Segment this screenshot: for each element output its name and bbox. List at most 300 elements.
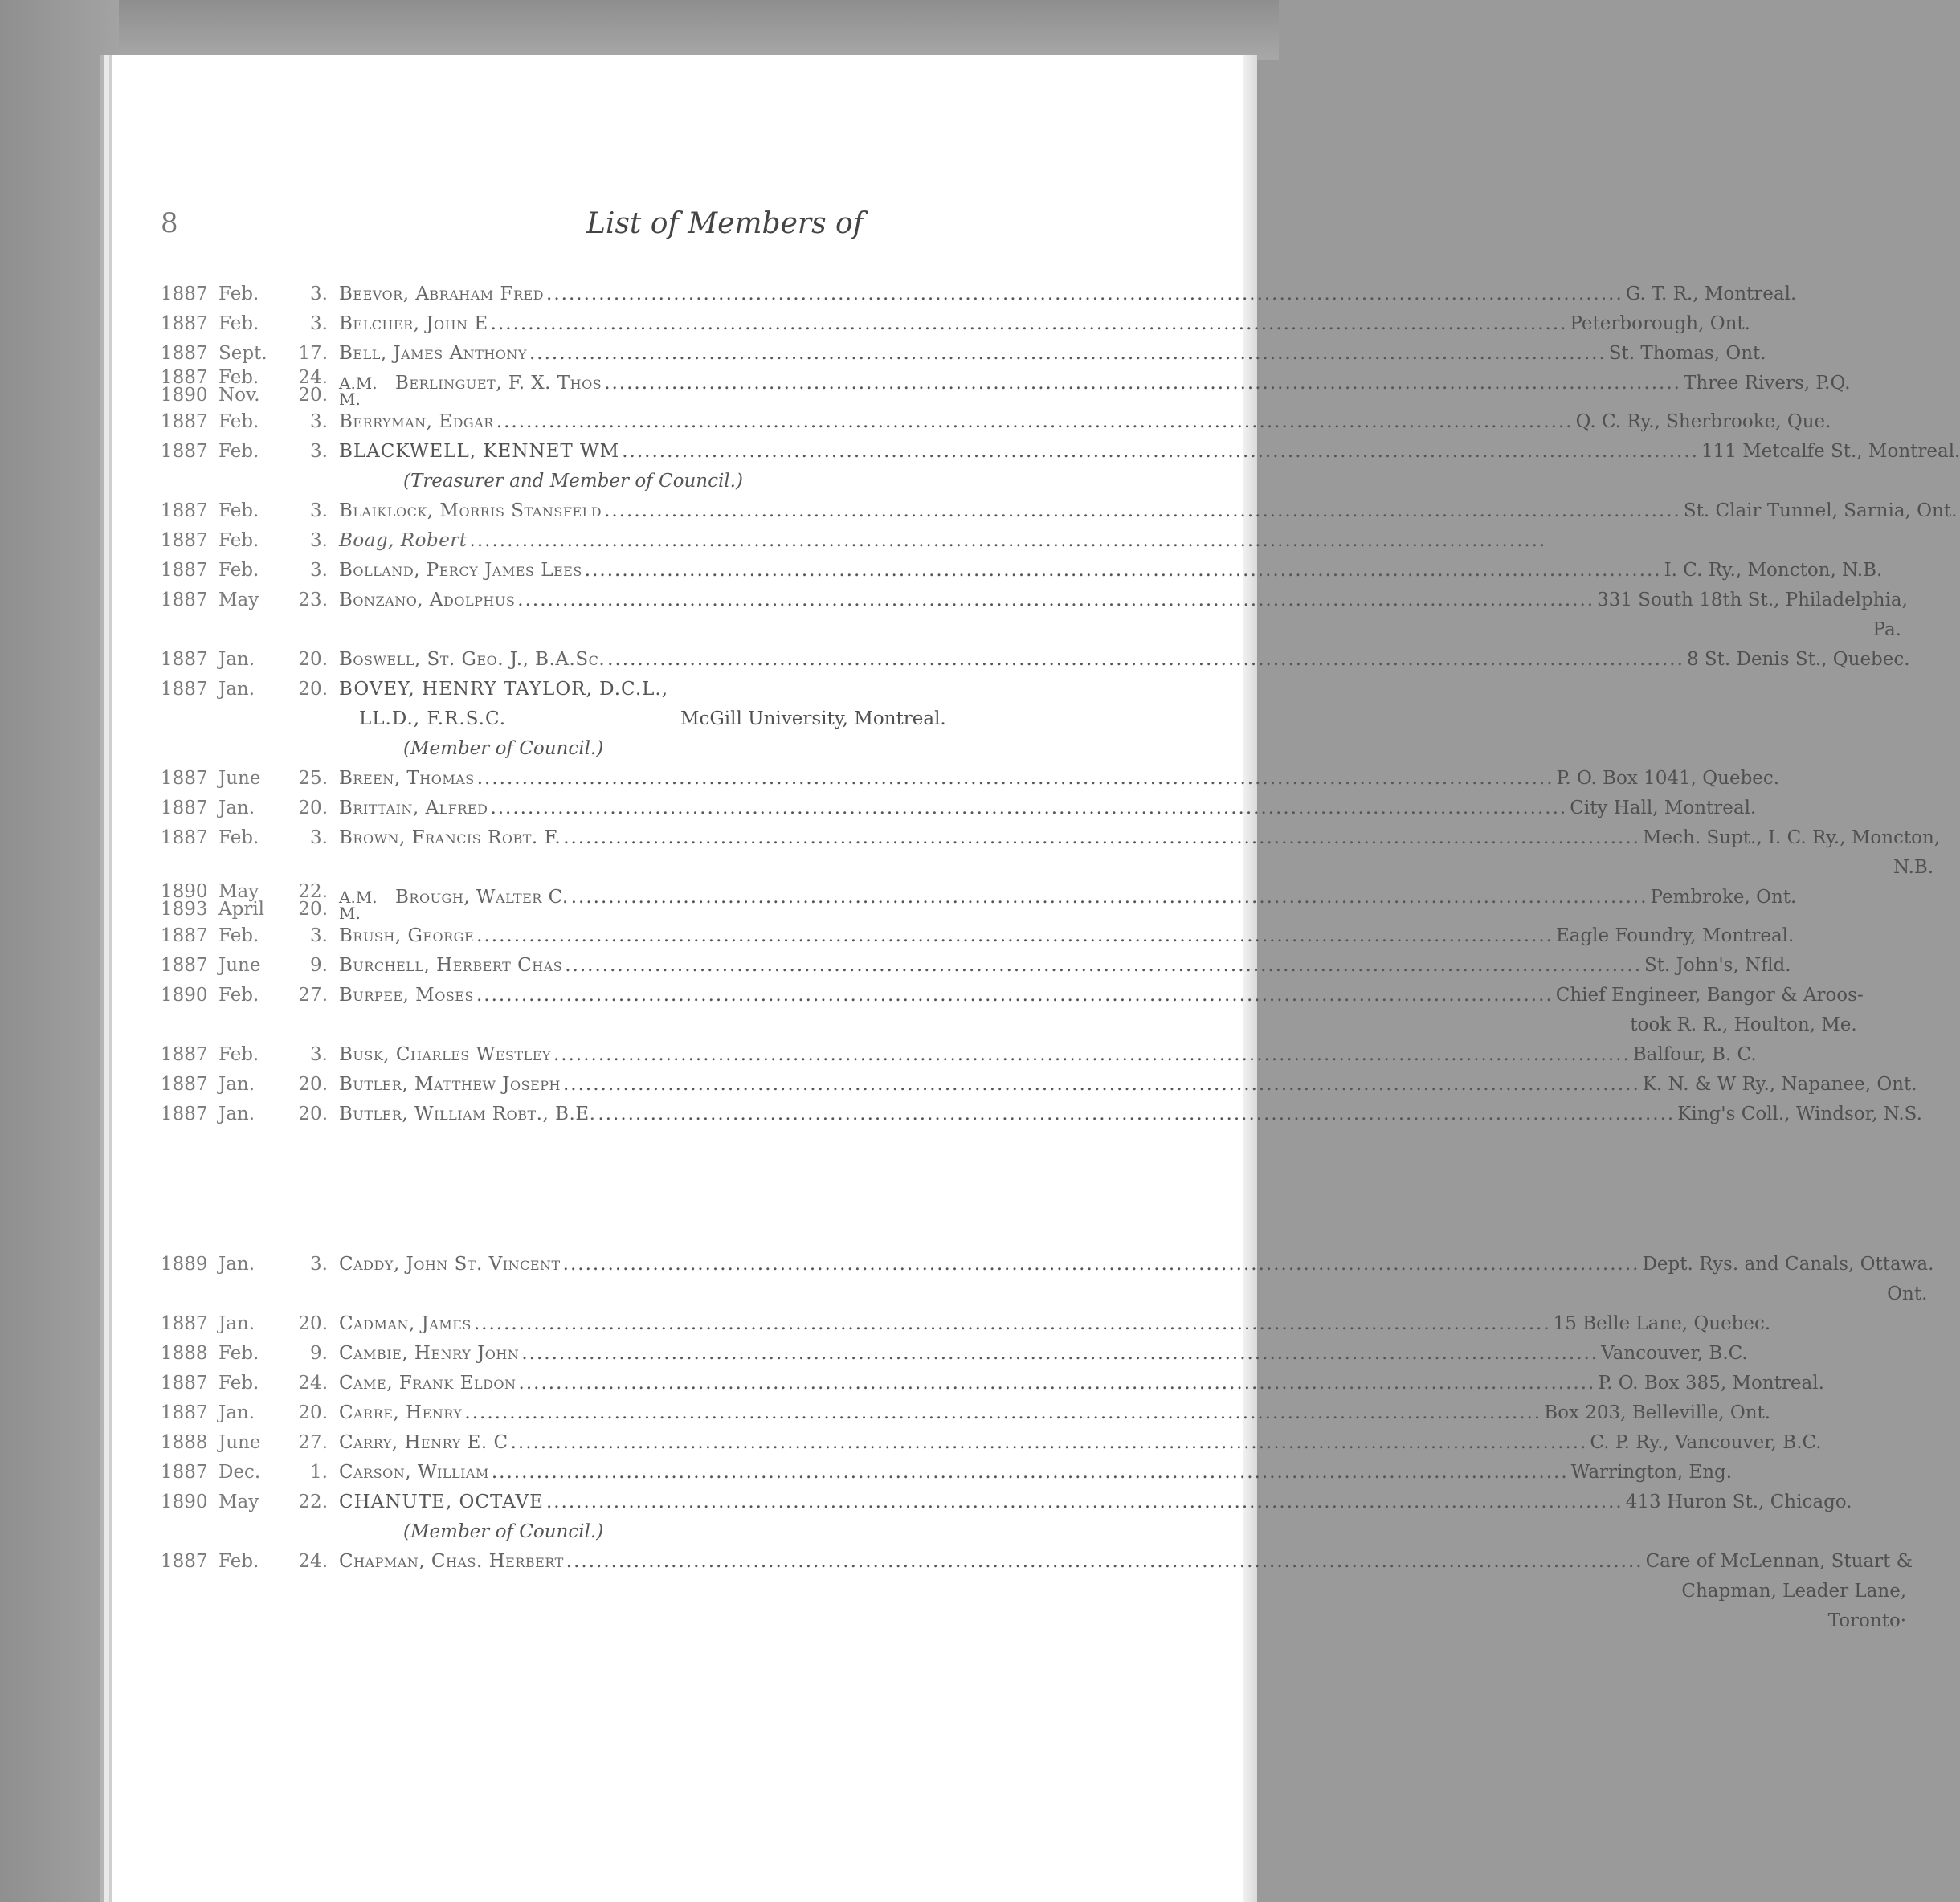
leader-dots <box>585 556 1662 586</box>
admission-month: Feb. <box>218 827 259 848</box>
entry-body <box>339 1398 1770 1428</box>
entry-second-line <box>339 704 1125 734</box>
member-address: K. N. & W Ry., Napanee, Ont. <box>1642 1074 1917 1095</box>
entry-body <box>339 794 1756 823</box>
transfer-month: April <box>218 899 265 920</box>
member-name: Berryman, Edgar <box>339 411 494 432</box>
day-cell <box>296 526 339 556</box>
page-content <box>161 207 1960 1636</box>
month-cell <box>218 1339 296 1369</box>
day-cell <box>296 1309 339 1339</box>
admission-year: 1887 <box>161 313 208 334</box>
scan-background-top <box>0 0 1279 60</box>
entry-body <box>339 764 1779 794</box>
admission-month: Feb. <box>218 313 259 334</box>
member-entry <box>161 1398 1771 1428</box>
entry-main-line <box>339 823 1940 853</box>
member-entry <box>161 1309 1771 1339</box>
entry-body <box>339 556 1882 586</box>
leader-dots <box>566 1547 1644 1577</box>
month-cell <box>218 437 296 496</box>
member-address: Pembroke, Ont. <box>1650 887 1797 908</box>
admission-month: Sept. <box>218 343 267 364</box>
admission-year: 1887 <box>161 1402 208 1423</box>
admission-day: 20. <box>298 649 328 670</box>
month-cell <box>218 309 296 339</box>
admission-year: 1887 <box>161 1104 208 1124</box>
admission-year: 1887 <box>161 500 208 521</box>
day-cell <box>296 1100 339 1129</box>
month-cell <box>218 675 296 764</box>
scan-background-left <box>0 0 119 1902</box>
entry-body <box>339 1428 1822 1458</box>
member-entry <box>161 1428 1822 1458</box>
admission-day: 23. <box>298 590 328 610</box>
member-name: Butler, William Robt., B.E. <box>339 1104 596 1124</box>
grade-member: M. <box>339 390 361 409</box>
admission-month: June <box>218 1432 261 1453</box>
admission-month: Dec. <box>218 1462 261 1483</box>
admission-year: 1887 <box>161 560 208 581</box>
entry-main-line <box>339 1428 1822 1458</box>
day-cell <box>296 951 339 981</box>
member-name: BLACKWELL, KENNET WM <box>339 441 620 462</box>
admission-month: Feb. <box>218 284 259 304</box>
member-name: Cambie, Henry John <box>339 1343 520 1364</box>
leader-dots <box>519 1369 1596 1398</box>
admission-month: Feb. <box>218 500 259 521</box>
admission-day: 3. <box>310 530 328 551</box>
day-cell <box>296 764 339 794</box>
member-name: Carre, Henry <box>339 1402 463 1423</box>
month-cell <box>218 1398 296 1428</box>
entry-main-line <box>339 1547 1913 1577</box>
year-cell <box>161 407 218 437</box>
member-address: G. T. R., Montreal. <box>1625 284 1797 304</box>
day-cell <box>296 1458 339 1488</box>
entry-body <box>339 1100 1922 1129</box>
month-cell <box>218 1369 296 1398</box>
leader-dots <box>563 1070 1640 1100</box>
entry-body <box>339 921 1794 951</box>
year-cell <box>161 280 218 309</box>
leader-dots <box>517 586 1595 615</box>
admission-day: 3. <box>310 1254 328 1275</box>
year-cell <box>161 339 218 369</box>
day-cell <box>296 1398 339 1428</box>
member-entry <box>161 496 1958 526</box>
member-entry <box>161 1369 1824 1398</box>
admission-year: 1889 <box>161 1254 208 1275</box>
admission-year: 1887 <box>161 768 208 789</box>
member-entry <box>161 1100 1922 1129</box>
day-cell <box>296 496 339 526</box>
member-entry <box>161 1488 1852 1547</box>
day-cell <box>296 556 339 586</box>
member-address: C. P. Ry., Vancouver, B.C. <box>1590 1432 1822 1453</box>
leader-dots <box>477 764 1554 794</box>
admission-day: 3. <box>310 827 328 848</box>
member-name: Brush, George <box>339 925 475 946</box>
member-entry <box>161 437 1960 496</box>
month-cell <box>218 645 296 675</box>
admission-year: 1887 <box>161 1074 208 1095</box>
month-cell <box>218 1100 296 1129</box>
member-entry <box>161 981 1864 1040</box>
entry-main-line <box>339 437 1960 467</box>
section-gap <box>161 1129 1125 1250</box>
member-address: 413 Huron St., Chicago. <box>1625 1492 1852 1512</box>
member-address: St. John's, Nfld. <box>1644 955 1791 976</box>
admission-month: Jan. <box>218 1313 255 1334</box>
day-cell <box>296 309 339 339</box>
member-address: Q. C. Ry., Sherbrooke, Que. <box>1575 411 1831 432</box>
entry-body <box>339 1070 1917 1100</box>
address-continued: Ont. <box>1887 1284 1928 1304</box>
entry-main-line <box>339 280 1796 309</box>
member-name: Boag, Robert <box>339 530 468 551</box>
member-entry <box>161 339 1766 369</box>
admission-day: 27. <box>298 1432 328 1453</box>
leader-dots <box>529 339 1607 369</box>
member-name: Butler, Matthew Joseph <box>339 1074 561 1095</box>
entry-main-line <box>339 1040 1757 1070</box>
member-entry <box>161 407 1831 437</box>
admission-month: Feb. <box>218 411 259 432</box>
entry-main-line <box>339 1488 1852 1517</box>
year-cell <box>161 675 218 764</box>
member-entry <box>161 1040 1757 1070</box>
address-continued: N.B. <box>1893 857 1934 878</box>
admission-year: 1888 <box>161 1432 208 1453</box>
month-cell <box>218 794 296 823</box>
admission-day: 3. <box>310 500 328 521</box>
entry-body <box>339 526 1549 556</box>
admission-day: 24. <box>298 367 328 388</box>
leader-dots <box>492 1458 1569 1488</box>
month-cell <box>218 1428 296 1458</box>
year-cell <box>161 1070 218 1100</box>
member-address: Peterborough, Ont. <box>1570 313 1750 334</box>
member-entry <box>161 1458 1733 1488</box>
admission-year: 1887 <box>161 1313 208 1334</box>
membership-grade <box>339 375 395 407</box>
member-list-b <box>161 280 1960 1129</box>
entry-main-line <box>339 1070 1917 1100</box>
admission-day: 20. <box>298 679 328 700</box>
entry-body <box>339 645 1910 675</box>
council-note: (Treasurer and Member of Council.) <box>403 471 743 492</box>
entry-main-line <box>339 309 1750 339</box>
admission-year: 1887 <box>161 343 208 364</box>
leader-dots <box>476 981 1554 1010</box>
admission-day: 20. <box>298 798 328 818</box>
transfer-year: 1890 <box>161 385 208 406</box>
admission-year: 1887 <box>161 590 208 610</box>
year-cell <box>161 1309 218 1339</box>
member-address: P. O. Box 1041, Quebec. <box>1556 768 1780 789</box>
member-entry <box>161 951 1791 981</box>
month-cell <box>218 556 296 586</box>
leader-dots <box>511 1428 1588 1458</box>
member-entry <box>161 280 1797 309</box>
member-address: Three Rivers, P.Q. <box>1683 373 1851 394</box>
admission-day: 3. <box>310 1044 328 1065</box>
admission-year: 1887 <box>161 1551 208 1572</box>
council-note: (Member of Council.) <box>403 1521 604 1542</box>
address-continued: Pa. <box>1872 619 1901 640</box>
entry-body <box>339 1488 1852 1547</box>
leader-dots <box>490 794 1567 823</box>
year-cell <box>161 645 218 675</box>
leader-dots <box>476 921 1554 951</box>
admission-day: 24. <box>298 1551 328 1572</box>
admission-day: 1. <box>310 1462 328 1483</box>
member-name: Boswell, St. Geo. J., B.A.Sc. <box>339 649 606 670</box>
day-cell <box>296 407 339 437</box>
member-entry <box>161 1070 1917 1100</box>
admission-day: 9. <box>310 1343 328 1364</box>
member-entry <box>161 881 1797 923</box>
member-name: Bolland, Percy James Lees <box>339 560 582 581</box>
member-name: Carry, Henry E. C <box>339 1432 508 1453</box>
leader-dots <box>604 496 1681 526</box>
admission-month: June <box>218 955 261 976</box>
day-cell <box>296 794 339 823</box>
entry-main-line <box>339 1100 1922 1129</box>
year-cell <box>161 1369 218 1398</box>
entry-main-line <box>339 675 1125 704</box>
admission-month: Feb. <box>218 367 259 388</box>
entry-body <box>339 1339 1748 1369</box>
year-cell <box>161 1250 218 1309</box>
admission-month: Feb. <box>218 1373 259 1394</box>
year-cell <box>161 556 218 586</box>
entry-main-line <box>339 526 1549 556</box>
admission-month: Jan. <box>218 1104 255 1124</box>
member-address: Dept. Rys. and Canals, Ottawa. <box>1642 1254 1934 1275</box>
leader-dots <box>622 437 1699 467</box>
entry-body <box>339 1040 1757 1070</box>
member-entry <box>161 1547 1913 1636</box>
year-cell <box>161 1428 218 1458</box>
month-cell <box>218 1040 296 1070</box>
month-cell <box>218 764 296 794</box>
address-continued: Toronto· <box>1827 1610 1907 1631</box>
admission-year: 1887 <box>161 827 208 848</box>
admission-month: Jan. <box>218 798 255 818</box>
day-cell <box>296 1369 339 1398</box>
admission-day: 22. <box>298 881 328 902</box>
leader-dots <box>565 951 1642 981</box>
running-title: List of Members of <box>586 207 864 240</box>
admission-day: 24. <box>298 1373 328 1394</box>
member-name: Chapman, Chas. Herbert <box>339 1551 564 1572</box>
admission-year: 1887 <box>161 441 208 462</box>
entry-body <box>339 883 1796 921</box>
year-cell <box>161 369 218 407</box>
member-list-c <box>161 1250 1934 1636</box>
member-address: St. Thomas, Ont. <box>1608 343 1766 364</box>
entry-main-line <box>339 951 1791 981</box>
year-cell <box>161 1488 218 1547</box>
admission-day: 3. <box>310 284 328 304</box>
member-entry <box>161 367 1851 409</box>
membership-grade <box>339 889 395 921</box>
leader-dots <box>470 526 1547 556</box>
admission-month: Jan. <box>218 1074 255 1095</box>
member-address: 15 Belle Lane, Quebec. <box>1553 1313 1771 1334</box>
day-cell <box>296 675 339 764</box>
day-cell <box>296 1488 339 1547</box>
admission-day: 17. <box>298 343 328 364</box>
admission-month: Feb. <box>218 1343 259 1364</box>
admission-year: 1887 <box>161 284 208 304</box>
admission-day: 3. <box>310 411 328 432</box>
member-name: Busk, Charles Westley <box>339 1044 551 1065</box>
year-cell <box>161 1398 218 1428</box>
entry-main-line <box>339 1458 1732 1488</box>
admission-year: 1887 <box>161 1373 208 1394</box>
transfer-month: Nov. <box>218 385 260 406</box>
day-cell <box>296 369 339 407</box>
day-cell <box>296 823 339 883</box>
day-cell <box>296 883 339 921</box>
month-cell <box>218 823 296 883</box>
admission-day: 3. <box>310 560 328 581</box>
admission-day: 9. <box>310 955 328 976</box>
admission-month: Feb. <box>218 925 259 946</box>
entry-body <box>339 407 1831 437</box>
entry-main-line <box>339 407 1831 437</box>
month-cell <box>218 1488 296 1547</box>
admission-month: Feb. <box>218 985 259 1006</box>
admission-month: Feb. <box>218 1044 259 1065</box>
year-cell <box>161 437 218 496</box>
member-entry <box>161 586 1908 645</box>
entry-body <box>339 586 1908 645</box>
grade-associate: A.M. <box>339 888 378 907</box>
member-name: Beevor, Abraham Fred <box>339 284 545 304</box>
admission-day: 20. <box>298 1313 328 1334</box>
day-cell <box>296 1040 339 1070</box>
entry-body <box>339 951 1791 981</box>
entry-main-line <box>339 645 1910 675</box>
entry-body <box>339 437 1960 496</box>
member-name: Breen, Thomas <box>339 768 475 789</box>
year-cell <box>161 1547 218 1636</box>
month-cell <box>218 1250 296 1309</box>
admission-month: Feb. <box>218 560 259 581</box>
member-address: P. O. Box 385, Montreal. <box>1598 1373 1824 1394</box>
entry-main-line <box>339 1369 1824 1398</box>
month-cell <box>218 1547 296 1636</box>
year-cell <box>161 586 218 645</box>
entry-body <box>339 496 1957 526</box>
admission-year: 1887 <box>161 925 208 946</box>
month-cell <box>218 1458 296 1488</box>
day-cell <box>296 339 339 369</box>
member-name: Bell, James Anthony <box>339 343 527 364</box>
year-cell <box>161 823 218 883</box>
grade-associate: A.M. <box>339 373 378 393</box>
admission-month: June <box>218 768 261 789</box>
member-name: Burpee, Moses <box>339 985 474 1006</box>
entry-main-line <box>339 1309 1770 1339</box>
member-name: BOVEY, HENRY TAYLOR, D.C.L., <box>339 679 669 700</box>
year-cell <box>161 496 218 526</box>
admission-year: 1887 <box>161 798 208 818</box>
member-entry <box>161 794 1757 823</box>
member-address: Eagle Foundry, Montreal. <box>1555 925 1795 946</box>
month-cell <box>218 496 296 526</box>
member-name-continued: LL.D., F.R.S.C. <box>359 708 507 729</box>
year-cell <box>161 794 218 823</box>
year-cell <box>161 526 218 556</box>
leader-dots <box>553 1040 1631 1070</box>
admission-year: 1890 <box>161 881 208 902</box>
entry-main-line <box>339 556 1882 586</box>
day-cell <box>296 645 339 675</box>
leader-dots <box>546 280 1623 309</box>
leader-dots <box>464 1398 1541 1428</box>
admission-day: 20. <box>298 1402 328 1423</box>
member-name: Brittain, Alfred <box>339 798 488 818</box>
page-header <box>161 207 1125 280</box>
admission-month: May <box>218 1492 259 1512</box>
day-cell <box>296 586 339 645</box>
leader-dots <box>521 1339 1599 1369</box>
leader-dots <box>607 645 1684 675</box>
year-cell <box>161 309 218 339</box>
member-address: 111 Metcalfe St., Montreal. <box>1701 441 1960 462</box>
month-cell <box>218 981 296 1040</box>
leader-dots <box>546 1488 1623 1517</box>
admission-day: 22. <box>298 1492 328 1512</box>
admission-year: 1887 <box>161 367 208 388</box>
entry-body <box>339 1250 1933 1309</box>
member-entry <box>161 675 1125 764</box>
entry-body <box>339 1547 1913 1636</box>
leader-dots <box>474 1309 1551 1339</box>
member-address: Warrington, Eng. <box>1570 1462 1733 1483</box>
member-address: Box 203, Belleville, Ont. <box>1544 1402 1771 1423</box>
transfer-day: 20. <box>298 385 328 406</box>
month-cell <box>218 883 296 921</box>
entry-main-line <box>339 794 1756 823</box>
admission-year: 1890 <box>161 1492 208 1512</box>
year-cell <box>161 1339 218 1369</box>
entry-main-line <box>339 369 1851 407</box>
admission-year: 1887 <box>161 955 208 976</box>
entry-body <box>339 309 1750 339</box>
admission-day: 3. <box>310 925 328 946</box>
admission-year: 1887 <box>161 411 208 432</box>
year-cell <box>161 1040 218 1070</box>
entry-body <box>339 1309 1770 1339</box>
admission-month: Feb. <box>218 441 259 462</box>
month-cell <box>218 1309 296 1339</box>
month-cell <box>218 339 296 369</box>
admission-month: Jan. <box>218 1254 255 1275</box>
member-entry <box>161 645 1910 675</box>
member-name: Caddy, John St. Vincent <box>339 1254 561 1275</box>
entry-main-line <box>339 1398 1770 1428</box>
month-cell <box>218 1070 296 1100</box>
year-cell <box>161 981 218 1040</box>
member-address: McGill University, Montreal. <box>680 708 946 729</box>
member-entry <box>161 526 1125 556</box>
